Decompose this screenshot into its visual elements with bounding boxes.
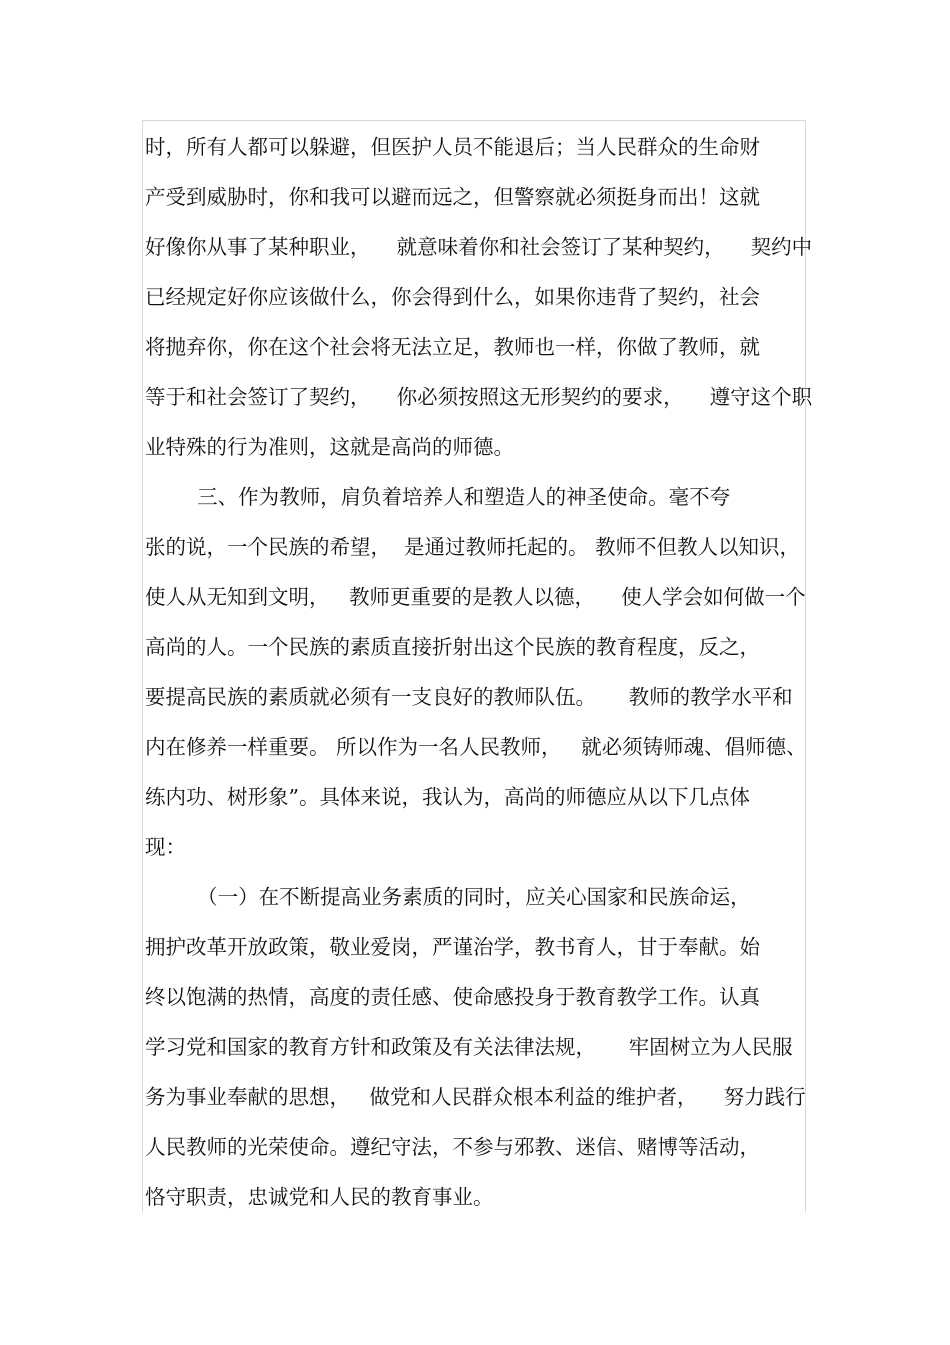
text-line: 终以饱满的热情，高度的责任感、使命感投身于教育教学工作。认真 — [145, 985, 760, 1009]
text-line: 已经规定好你应该做什么，你会得到什么，如果你违背了契约，社会 — [145, 285, 760, 309]
text-line: 等于和社会签订了契约， 你必须按照这无形契约的要求， 遵守这个职 — [145, 385, 813, 409]
text-line: 人民教师的光荣使命。遵纪守法，不参与邪教、迷信、赌博等活动， — [145, 1135, 760, 1159]
text-line: 高尚的人。一个民族的素质直接折射出这个民族的教育程度，反之， — [145, 635, 760, 659]
text-line: 现： — [145, 835, 186, 859]
text-line: 学习党和国家的教育方针和政策及有关法律法规， 牢固树立为人民服 — [145, 1035, 793, 1059]
paragraph-start-line: （一）在不断提高业务素质的同时，应关心国家和民族命运， — [145, 885, 751, 909]
text-line: 拥护改革开放政策，敬业爱岗，严谨治学，教书育人，甘于奉献。始 — [145, 935, 760, 959]
text-line: 务为事业奉献的思想， 做党和人民群众根本利益的维护者， 努力践行 — [145, 1085, 806, 1109]
text-line: 使人从无知到文明， 教师更重要的是教人以德， 使人学会如何做一个 — [145, 585, 806, 609]
text-line: 恪守职责，忠诚党和人民的教育事业。 — [145, 1185, 494, 1209]
text-line: 将抛弃你，你在这个社会将无法立足，教师也一样，你做了教师，就 — [145, 335, 760, 359]
document-body — [145, 122, 813, 1222]
text-line: 要提高民族的素质就必须有一支良好的教师队伍。 教师的教学水平和 — [145, 685, 793, 709]
text-line: 业特殊的行为准则，这就是高尚的师德。 — [145, 435, 514, 459]
text-line: 内在修养一样重要。 所以作为一名人民教师， 就必须铸师魂、倡师德、 — [145, 735, 807, 759]
paragraph-start-line: 三、作为教师，肩负着培养人和塑造人的神圣使命。毫不夸 — [145, 485, 731, 509]
text-line: 时，所有人都可以躲避，但医护人员不能退后；当人民群众的生命财 — [145, 135, 760, 159]
text-line: 练内功、树形象”。具体来说，我认为，高尚的师德应从以下几点体 — [145, 785, 750, 809]
text-line: 好像你从事了某种职业， 就意味着你和社会签订了某种契约， 契约中 — [145, 235, 813, 259]
text-line: 产受到威胁时，你和我可以避而远之，但警察就必须挺身而出！这就 — [145, 185, 760, 209]
text-line: 张的说，一个民族的希望， 是通过教师托起的。 教师不但教人以知识， — [145, 535, 801, 559]
